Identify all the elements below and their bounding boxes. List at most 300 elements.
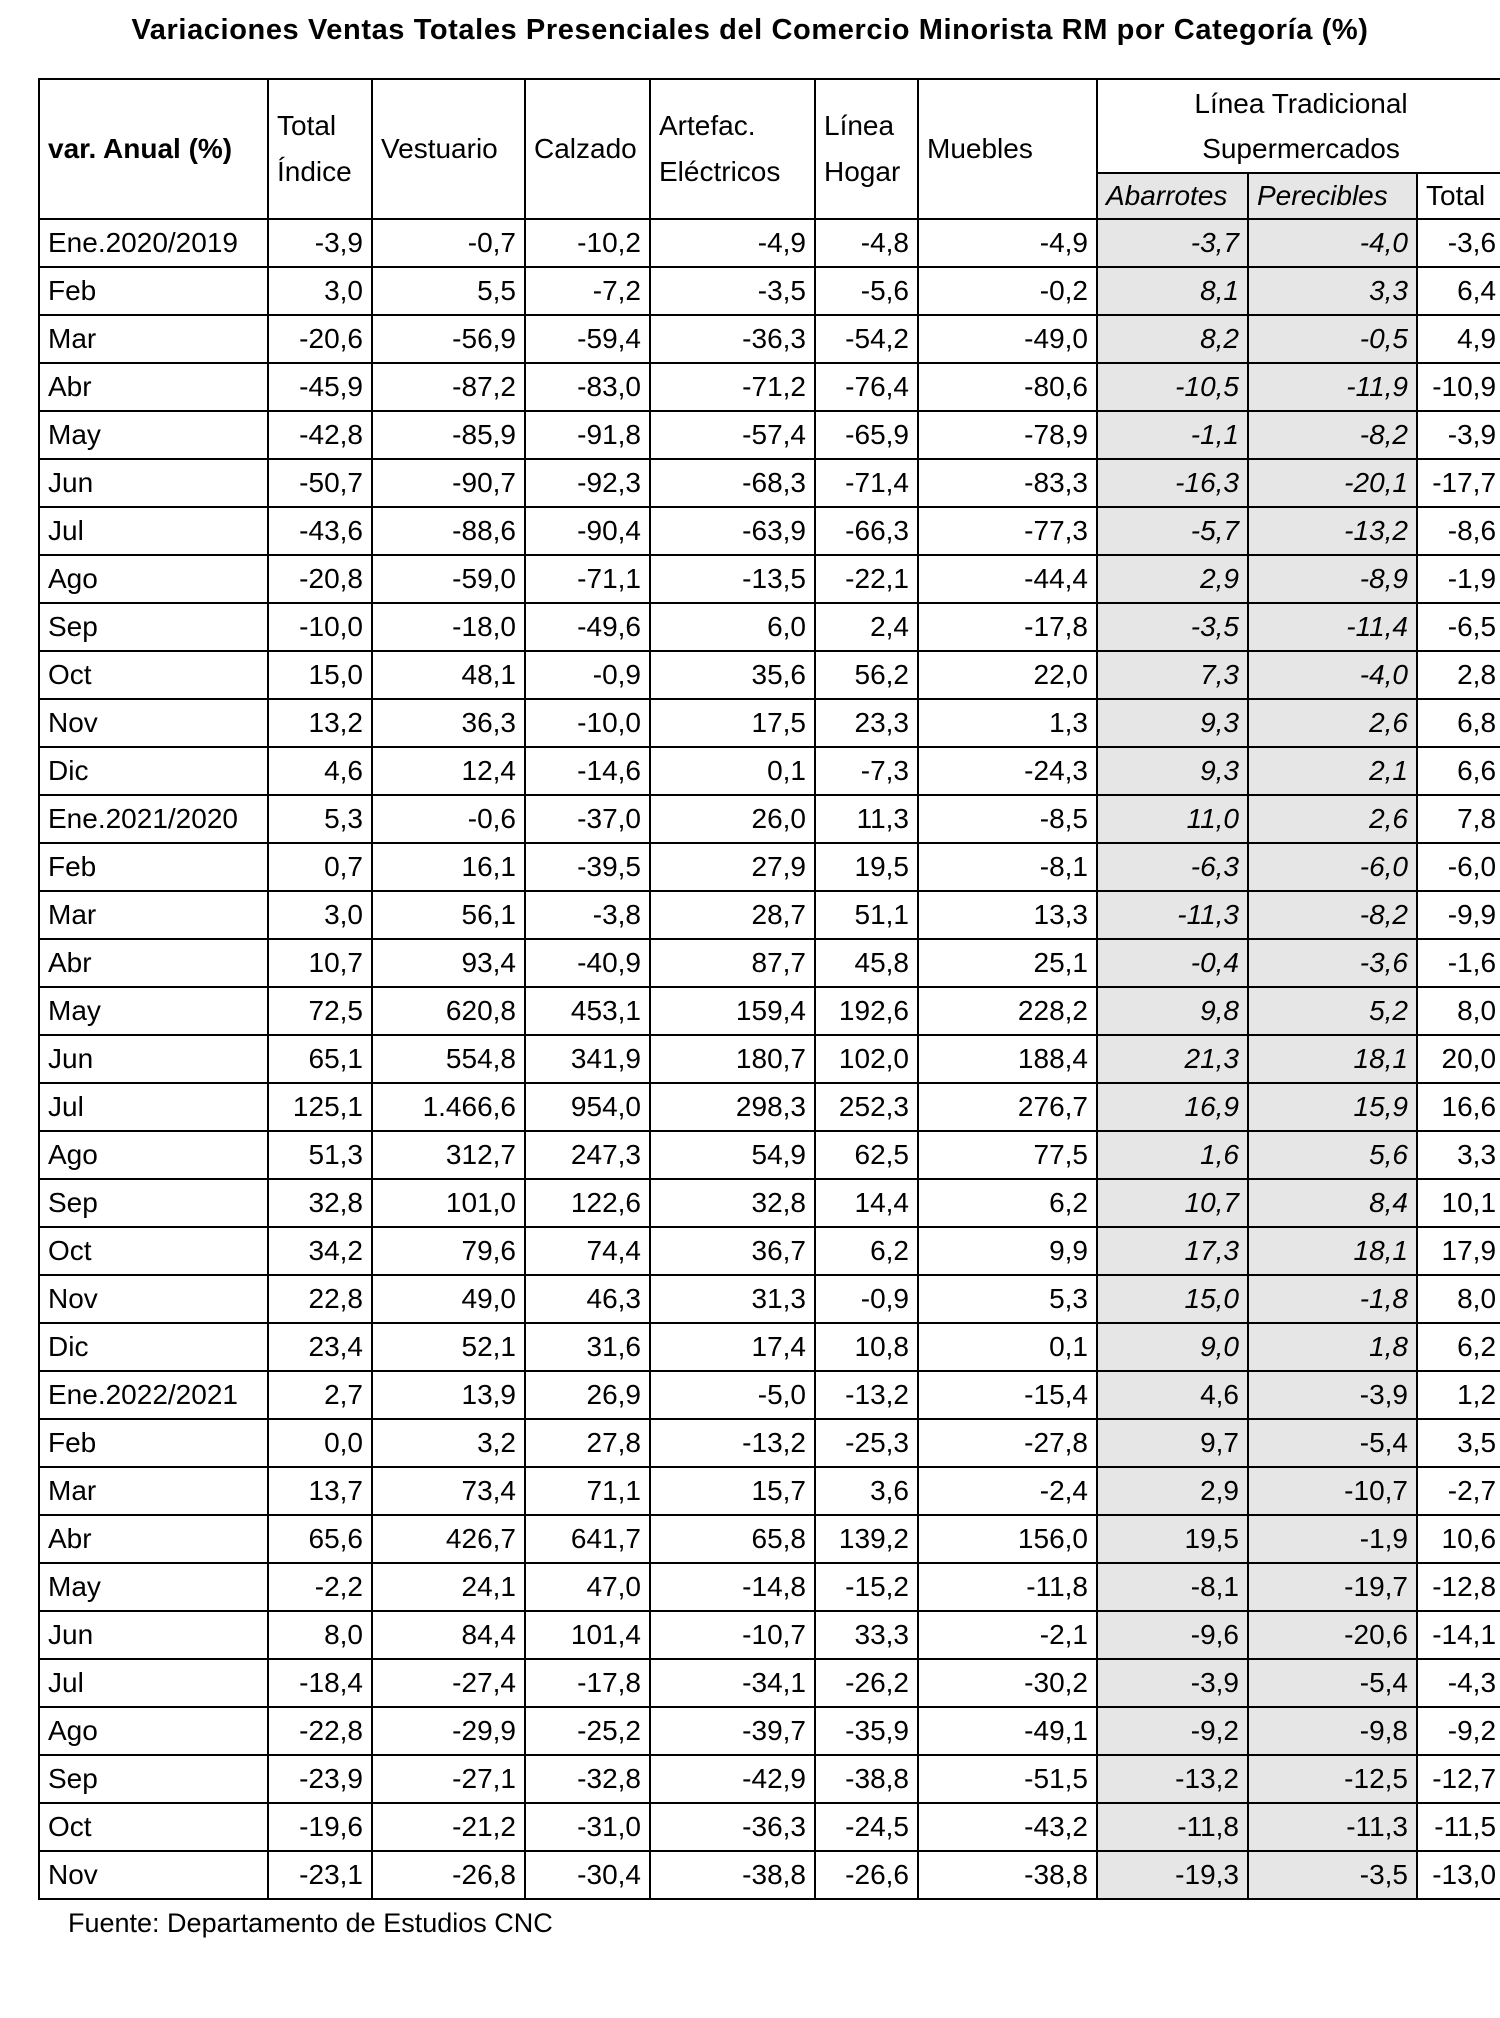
cell-linea-hogar: -0,9 (815, 1275, 918, 1323)
cell-abarrotes: -11,8 (1097, 1803, 1248, 1851)
cell-calzado: 453,1 (525, 987, 650, 1035)
cell-muebles: -24,3 (918, 747, 1097, 795)
cell-artefac: -68,3 (650, 459, 815, 507)
cell-total-indice: 2,7 (268, 1371, 372, 1419)
table-header (39, 79, 1500, 219)
cell-artefac: -10,7 (650, 1611, 815, 1659)
cell-muebles: 25,1 (918, 939, 1097, 987)
cell-abarrotes: -3,9 (1097, 1659, 1248, 1707)
cell-total: 10,1 (1417, 1179, 1500, 1227)
cell-vestuario: -18,0 (372, 603, 525, 651)
cell-period: Mar (39, 315, 268, 363)
cell-total: 20,0 (1417, 1035, 1500, 1083)
header-group-line2: Supermercados (1202, 133, 1400, 164)
table-row (39, 795, 1500, 843)
cell-total-indice: 23,4 (268, 1323, 372, 1371)
cell-total-indice: 0,0 (268, 1419, 372, 1467)
header-group-supermercados (1097, 79, 1500, 173)
header-group-line1: Línea Tradicional (1194, 88, 1408, 119)
cell-linea-hogar: -71,4 (815, 459, 918, 507)
cell-calzado: -32,8 (525, 1755, 650, 1803)
cell-calzado: 47,0 (525, 1563, 650, 1611)
cell-calzado: -91,8 (525, 411, 650, 459)
cell-artefac: -4,9 (650, 219, 815, 267)
cell-artefac: -36,3 (650, 315, 815, 363)
table-row (39, 219, 1500, 267)
cell-total: 1,2 (1417, 1371, 1500, 1419)
cell-period: Oct (39, 1227, 268, 1275)
cell-perecibles: -11,9 (1248, 363, 1417, 411)
cell-perecibles: -19,7 (1248, 1563, 1417, 1611)
cell-artefac: -3,5 (650, 267, 815, 315)
table-row (39, 1563, 1500, 1611)
cell-total-indice: 65,6 (268, 1515, 372, 1563)
cell-artefac: 17,5 (650, 699, 815, 747)
cell-muebles: 6,2 (918, 1179, 1097, 1227)
cell-abarrotes: -5,7 (1097, 507, 1248, 555)
header-perecibles: Perecibles (1248, 173, 1417, 219)
cell-total-indice: 51,3 (268, 1131, 372, 1179)
cell-linea-hogar: 192,6 (815, 987, 918, 1035)
cell-total: -13,0 (1417, 1851, 1500, 1899)
cell-muebles: -0,2 (918, 267, 1097, 315)
header-abarrotes: Abarrotes (1097, 173, 1248, 219)
table-title: Variaciones Ventas Totales Presenciales del Comercio Minorista RM por Categoría (%) (131, 14, 1369, 46)
cell-calzado: 31,6 (525, 1323, 650, 1371)
cell-vestuario: 24,1 (372, 1563, 525, 1611)
cell-muebles: -44,4 (918, 555, 1097, 603)
cell-calzado: 71,1 (525, 1467, 650, 1515)
cell-calzado: 74,4 (525, 1227, 650, 1275)
cell-muebles: -15,4 (918, 1371, 1097, 1419)
cell-period: Ago (39, 1707, 268, 1755)
cell-artefac: 15,7 (650, 1467, 815, 1515)
table-row (39, 987, 1500, 1035)
cell-linea-hogar: 51,1 (815, 891, 918, 939)
cell-linea-hogar: -66,3 (815, 507, 918, 555)
header-muebles: Muebles (918, 79, 1097, 219)
cell-period: Oct (39, 651, 268, 699)
cell-muebles: -17,8 (918, 603, 1097, 651)
cell-period: Ene.2022/2021 (39, 1371, 268, 1419)
cell-total: 6,6 (1417, 747, 1500, 795)
cell-calzado: -10,0 (525, 699, 650, 747)
cell-muebles: -2,4 (918, 1467, 1097, 1515)
table-row (39, 747, 1500, 795)
table-row (39, 555, 1500, 603)
cell-total-indice: 72,5 (268, 987, 372, 1035)
cell-period: Ago (39, 1131, 268, 1179)
cell-period: Mar (39, 891, 268, 939)
cell-artefac: 28,7 (650, 891, 815, 939)
cell-linea-hogar: 3,6 (815, 1467, 918, 1515)
table-row (39, 651, 1500, 699)
cell-total: 17,9 (1417, 1227, 1500, 1275)
cell-perecibles: -0,5 (1248, 315, 1417, 363)
cell-linea-hogar: -7,3 (815, 747, 918, 795)
table-row (39, 1803, 1500, 1851)
table-body (39, 219, 1500, 1899)
cell-vestuario: 36,3 (372, 699, 525, 747)
cell-artefac: -39,7 (650, 1707, 815, 1755)
cell-abarrotes: 9,7 (1097, 1419, 1248, 1467)
cell-muebles: 9,9 (918, 1227, 1097, 1275)
cell-total-indice: -10,0 (268, 603, 372, 651)
cell-perecibles: -8,2 (1248, 891, 1417, 939)
cell-total: -9,2 (1417, 1707, 1500, 1755)
cell-linea-hogar: 19,5 (815, 843, 918, 891)
cell-perecibles: -20,6 (1248, 1611, 1417, 1659)
cell-period: May (39, 1563, 268, 1611)
cell-perecibles: -13,2 (1248, 507, 1417, 555)
cell-calzado: -10,2 (525, 219, 650, 267)
cell-linea-hogar: -26,2 (815, 1659, 918, 1707)
cell-total: -2,7 (1417, 1467, 1500, 1515)
cell-artefac: -14,8 (650, 1563, 815, 1611)
header-linea-hogar-line1: Línea (824, 110, 895, 141)
cell-artefac: -34,1 (650, 1659, 815, 1707)
cell-period: Nov (39, 699, 268, 747)
cell-vestuario: 49,0 (372, 1275, 525, 1323)
cell-linea-hogar: 252,3 (815, 1083, 918, 1131)
cell-linea-hogar: -65,9 (815, 411, 918, 459)
cell-total-indice: 4,6 (268, 747, 372, 795)
cell-perecibles: -5,4 (1248, 1659, 1417, 1707)
cell-abarrotes: 9,0 (1097, 1323, 1248, 1371)
header-total: Total (1417, 173, 1500, 219)
cell-total-indice: -19,6 (268, 1803, 372, 1851)
cell-perecibles: -4,0 (1248, 651, 1417, 699)
cell-vestuario: 312,7 (372, 1131, 525, 1179)
cell-calzado: -7,2 (525, 267, 650, 315)
table-row (39, 699, 1500, 747)
cell-artefac: -5,0 (650, 1371, 815, 1419)
cell-total: -1,6 (1417, 939, 1500, 987)
cell-total-indice: 65,1 (268, 1035, 372, 1083)
cell-muebles: -30,2 (918, 1659, 1097, 1707)
cell-abarrotes: 15,0 (1097, 1275, 1248, 1323)
cell-abarrotes: 1,6 (1097, 1131, 1248, 1179)
cell-vestuario: -85,9 (372, 411, 525, 459)
cell-vestuario: 13,9 (372, 1371, 525, 1419)
cell-period: Feb (39, 1419, 268, 1467)
header-var-anual: var. Anual (%) (39, 79, 268, 219)
cell-vestuario: 101,0 (372, 1179, 525, 1227)
table-row (39, 1515, 1500, 1563)
cell-linea-hogar: 14,4 (815, 1179, 918, 1227)
cell-perecibles: -20,1 (1248, 459, 1417, 507)
cell-artefac: -71,2 (650, 363, 815, 411)
table-row (39, 1323, 1500, 1371)
header-total-indice-line1: Total (277, 110, 337, 141)
cell-linea-hogar: 56,2 (815, 651, 918, 699)
cell-abarrotes: 21,3 (1097, 1035, 1248, 1083)
cell-muebles: -43,2 (918, 1803, 1097, 1851)
cell-artefac: 26,0 (650, 795, 815, 843)
cell-muebles: -38,8 (918, 1851, 1097, 1899)
cell-calzado: -83,0 (525, 363, 650, 411)
cell-period: Jul (39, 507, 268, 555)
cell-muebles: 156,0 (918, 1515, 1097, 1563)
cell-total-indice: -23,9 (268, 1755, 372, 1803)
cell-abarrotes: -19,3 (1097, 1851, 1248, 1899)
cell-linea-hogar: 45,8 (815, 939, 918, 987)
cell-abarrotes: -1,1 (1097, 411, 1248, 459)
cell-abarrotes: 17,3 (1097, 1227, 1248, 1275)
cell-linea-hogar: -4,8 (815, 219, 918, 267)
cell-perecibles: 2,6 (1248, 699, 1417, 747)
header-total-indice-line2: Índice (277, 156, 352, 187)
cell-perecibles: -1,9 (1248, 1515, 1417, 1563)
cell-vestuario: 52,1 (372, 1323, 525, 1371)
cell-muebles: 276,7 (918, 1083, 1097, 1131)
cell-total: 8,0 (1417, 987, 1500, 1035)
cell-period: Nov (39, 1851, 268, 1899)
cell-total: -10,9 (1417, 363, 1500, 411)
cell-abarrotes: -6,3 (1097, 843, 1248, 891)
cell-muebles: 188,4 (918, 1035, 1097, 1083)
cell-calzado: 26,9 (525, 1371, 650, 1419)
cell-total: -12,7 (1417, 1755, 1500, 1803)
cell-linea-hogar: -35,9 (815, 1707, 918, 1755)
cell-perecibles: -10,7 (1248, 1467, 1417, 1515)
cell-artefac: -42,9 (650, 1755, 815, 1803)
cell-perecibles: -3,9 (1248, 1371, 1417, 1419)
cell-abarrotes: -9,6 (1097, 1611, 1248, 1659)
cell-muebles: -8,5 (918, 795, 1097, 843)
cell-artefac: -57,4 (650, 411, 815, 459)
cell-linea-hogar: 23,3 (815, 699, 918, 747)
cell-total: -1,9 (1417, 555, 1500, 603)
cell-total: -3,6 (1417, 219, 1500, 267)
cell-perecibles: 1,8 (1248, 1323, 1417, 1371)
cell-muebles: -8,1 (918, 843, 1097, 891)
cell-vestuario: 73,4 (372, 1467, 525, 1515)
cell-muebles: -77,3 (918, 507, 1097, 555)
cell-calzado: -31,0 (525, 1803, 650, 1851)
table-row (39, 1707, 1500, 1755)
cell-perecibles: -8,9 (1248, 555, 1417, 603)
cell-muebles: 77,5 (918, 1131, 1097, 1179)
cell-calzado: -25,2 (525, 1707, 650, 1755)
cell-period: Ene.2020/2019 (39, 219, 268, 267)
cell-artefac: 32,8 (650, 1179, 815, 1227)
cell-period: Ene.2021/2020 (39, 795, 268, 843)
cell-calzado: -92,3 (525, 459, 650, 507)
table-row (39, 411, 1500, 459)
table-row (39, 939, 1500, 987)
cell-muebles: -49,0 (918, 315, 1097, 363)
cell-perecibles: -12,5 (1248, 1755, 1417, 1803)
cell-total: -9,9 (1417, 891, 1500, 939)
table-row (39, 1035, 1500, 1083)
cell-vestuario: -88,6 (372, 507, 525, 555)
cell-vestuario: -27,4 (372, 1659, 525, 1707)
cell-linea-hogar: -76,4 (815, 363, 918, 411)
cell-total: 8,0 (1417, 1275, 1500, 1323)
cell-linea-hogar: 139,2 (815, 1515, 918, 1563)
header-total-indice (268, 79, 372, 219)
cell-muebles: -78,9 (918, 411, 1097, 459)
cell-muebles: 5,3 (918, 1275, 1097, 1323)
cell-abarrotes: -0,4 (1097, 939, 1248, 987)
cell-perecibles: 5,6 (1248, 1131, 1417, 1179)
cell-total: -4,3 (1417, 1659, 1500, 1707)
cell-vestuario: 16,1 (372, 843, 525, 891)
cell-abarrotes: 8,1 (1097, 267, 1248, 315)
cell-vestuario: 1.466,6 (372, 1083, 525, 1131)
cell-period: Jun (39, 1035, 268, 1083)
cell-muebles: 22,0 (918, 651, 1097, 699)
cell-linea-hogar: 33,3 (815, 1611, 918, 1659)
cell-vestuario: 554,8 (372, 1035, 525, 1083)
cell-muebles: -27,8 (918, 1419, 1097, 1467)
cell-calzado: -59,4 (525, 315, 650, 363)
cell-calzado: -39,5 (525, 843, 650, 891)
cell-artefac: 54,9 (650, 1131, 815, 1179)
cell-vestuario: 426,7 (372, 1515, 525, 1563)
cell-calzado: -14,6 (525, 747, 650, 795)
cell-total: -3,9 (1417, 411, 1500, 459)
cell-vestuario: 620,8 (372, 987, 525, 1035)
header-calzado: Calzado (525, 79, 650, 219)
cell-total-indice: 22,8 (268, 1275, 372, 1323)
table-row (39, 363, 1500, 411)
table-row (39, 507, 1500, 555)
cell-artefac: 159,4 (650, 987, 815, 1035)
cell-abarrotes: 2,9 (1097, 1467, 1248, 1515)
cell-linea-hogar: -5,6 (815, 267, 918, 315)
cell-period: Oct (39, 1803, 268, 1851)
cell-artefac: 87,7 (650, 939, 815, 987)
cell-artefac: 27,9 (650, 843, 815, 891)
cell-perecibles: -3,5 (1248, 1851, 1417, 1899)
cell-abarrotes: -16,3 (1097, 459, 1248, 507)
cell-abarrotes: -11,3 (1097, 891, 1248, 939)
cell-abarrotes: 11,0 (1097, 795, 1248, 843)
cell-linea-hogar: -24,5 (815, 1803, 918, 1851)
cell-vestuario: -26,8 (372, 1851, 525, 1899)
cell-muebles: -4,9 (918, 219, 1097, 267)
cell-abarrotes: 2,9 (1097, 555, 1248, 603)
cell-linea-hogar: -38,8 (815, 1755, 918, 1803)
cell-period: Ago (39, 555, 268, 603)
cell-total-indice: 10,7 (268, 939, 372, 987)
table-row (39, 1659, 1500, 1707)
cell-perecibles: -8,2 (1248, 411, 1417, 459)
cell-total: -11,5 (1417, 1803, 1500, 1851)
cell-linea-hogar: 6,2 (815, 1227, 918, 1275)
cell-perecibles: 3,3 (1248, 267, 1417, 315)
sales-variation-table (38, 78, 1500, 1900)
cell-vestuario: 93,4 (372, 939, 525, 987)
cell-total: 7,8 (1417, 795, 1500, 843)
cell-artefac: -38,8 (650, 1851, 815, 1899)
cell-vestuario: -0,7 (372, 219, 525, 267)
cell-vestuario: -59,0 (372, 555, 525, 603)
cell-perecibles: 2,1 (1248, 747, 1417, 795)
cell-total-indice: 13,7 (268, 1467, 372, 1515)
cell-perecibles: -3,6 (1248, 939, 1417, 987)
cell-vestuario: 84,4 (372, 1611, 525, 1659)
cell-artefac: 31,3 (650, 1275, 815, 1323)
cell-total: -8,6 (1417, 507, 1500, 555)
cell-vestuario: 48,1 (372, 651, 525, 699)
cell-artefac: 17,4 (650, 1323, 815, 1371)
cell-total: 10,6 (1417, 1515, 1500, 1563)
table-row (39, 315, 1500, 363)
cell-total-indice: -3,9 (268, 219, 372, 267)
cell-abarrotes: -13,2 (1097, 1755, 1248, 1803)
cell-vestuario: -87,2 (372, 363, 525, 411)
table-row (39, 1851, 1500, 1899)
cell-muebles: 1,3 (918, 699, 1097, 747)
cell-abarrotes: 9,3 (1097, 747, 1248, 795)
cell-total: -12,8 (1417, 1563, 1500, 1611)
cell-linea-hogar: 11,3 (815, 795, 918, 843)
cell-total-indice: 3,0 (268, 891, 372, 939)
header-vestuario: Vestuario (372, 79, 525, 219)
cell-muebles: -80,6 (918, 363, 1097, 411)
cell-muebles: -49,1 (918, 1707, 1097, 1755)
cell-total: -14,1 (1417, 1611, 1500, 1659)
cell-calzado: -30,4 (525, 1851, 650, 1899)
cell-perecibles: 15,9 (1248, 1083, 1417, 1131)
cell-abarrotes: 9,8 (1097, 987, 1248, 1035)
cell-artefac: 35,6 (650, 651, 815, 699)
table-row (39, 459, 1500, 507)
cell-total-indice: 34,2 (268, 1227, 372, 1275)
cell-total: 2,8 (1417, 651, 1500, 699)
cell-abarrotes: 4,6 (1097, 1371, 1248, 1419)
cell-vestuario: 3,2 (372, 1419, 525, 1467)
cell-artefac: -36,3 (650, 1803, 815, 1851)
cell-calzado: 641,7 (525, 1515, 650, 1563)
cell-total-indice: -50,7 (268, 459, 372, 507)
cell-total-indice: 32,8 (268, 1179, 372, 1227)
cell-muebles: -51,5 (918, 1755, 1097, 1803)
cell-calzado: -0,9 (525, 651, 650, 699)
cell-calzado: -17,8 (525, 1659, 650, 1707)
table-row (39, 1179, 1500, 1227)
cell-period: Jun (39, 1611, 268, 1659)
cell-abarrotes: 9,3 (1097, 699, 1248, 747)
cell-linea-hogar: -25,3 (815, 1419, 918, 1467)
cell-artefac: 0,1 (650, 747, 815, 795)
table-row (39, 891, 1500, 939)
cell-period: Abr (39, 939, 268, 987)
cell-linea-hogar: -22,1 (815, 555, 918, 603)
cell-period: Sep (39, 603, 268, 651)
cell-abarrotes: 16,9 (1097, 1083, 1248, 1131)
cell-muebles: 228,2 (918, 987, 1097, 1035)
header-linea-hogar-line2: Hogar (824, 156, 901, 187)
cell-period: Abr (39, 1515, 268, 1563)
cell-perecibles: 18,1 (1248, 1035, 1417, 1083)
header-artefac (650, 79, 815, 219)
table-row (39, 1611, 1500, 1659)
source-note: Fuente: Departamento de Estudios CNC (68, 1908, 553, 1938)
header-artefac-line2: Eléctricos (659, 156, 781, 187)
cell-abarrotes: -3,7 (1097, 219, 1248, 267)
cell-abarrotes: 19,5 (1097, 1515, 1248, 1563)
cell-calzado: 46,3 (525, 1275, 650, 1323)
cell-muebles: 13,3 (918, 891, 1097, 939)
cell-total: -6,0 (1417, 843, 1500, 891)
cell-vestuario: 56,1 (372, 891, 525, 939)
cell-period: Abr (39, 363, 268, 411)
cell-total: -17,7 (1417, 459, 1500, 507)
